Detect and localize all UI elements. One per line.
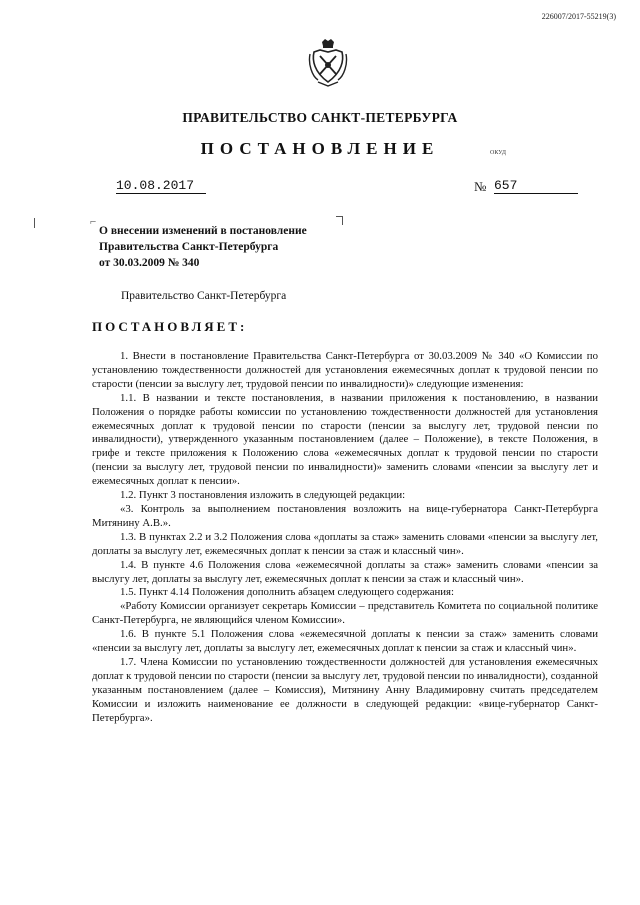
document-registration-number: 226007/2017-55219(3) (541, 12, 616, 21)
st-petersburg-coat-of-arms-icon (308, 38, 348, 88)
paragraph: 1.2. Пункт 3 постановления изложить в следующей редакции: (120, 489, 406, 502)
margin-mark (34, 218, 35, 228)
paragraph: «3. Контроль за выполнением постановления возложить на вице-губернатора Санкт-Петербурга Митянину А.В.». (92, 502, 598, 529)
paragraph: 1.6. В пункте 5.1 Положения слова «ежемесячной доплаты к пенсии за стаж» заменить словами «пенсии за выслугу лет, доплаты за выслугу лет, ежемесячных доплат к пенсии за стаж и классный чин». (92, 628, 598, 655)
document-type-title: ПОСТАНОВЛЕНИЕ (200, 139, 440, 158)
paragraph: 1.5. Пункт 4.14 Положения дополнить абзацем следующего содержания: (120, 586, 455, 599)
subject-line: О внесении изменений в постановление (99, 225, 307, 237)
paragraph: 1.3. В пунктах 2.2 и 3.2 Положения слова «доплаты за стаж» заменить словами «пенсии за выслугу лет, доплаты за выслугу лет, ежемесячных доплат к пенсии за стаж и классный чин». (92, 530, 598, 557)
document-body (92, 350, 598, 725)
paragraph: 1.7. Члена Комиссии по установлению тождественности должностей для установления ежемесячных доплат к трудовой пенсии по старости (пенсии за выслугу лет, трудовой пенсии по инвалидности), созданной указанным постановлением (далее – Комиссия), Митянину Анну Владимировну считать председателем Комиссии и изложить наименование ее должности в следующей редакции: «вице-губернатор Санкт-Петербурга». (92, 655, 598, 724)
subject-bracket-left: ⌐ (90, 216, 97, 228)
paragraph: 1. Внести в постановление Правительства Санкт-Петербурга от 30.03.2009 № 340 «О Комиссии по установлению тождественности должностей для установления ежемесячных доплат к трудовой пенсии по старости (пенсии за выслугу лет, трудовой пенсии по инвалидности)» следующие изменения: (92, 350, 598, 390)
paragraph: 1.4. В пункте 4.6 Положения слова «ежемесячной доплаты за стаж» заменить словами «пенсии за выслугу лет, доплаты за выслугу лет, ежемесячных доплат к пенсии за стаж и классный чин». (92, 558, 598, 585)
number-label: № (474, 179, 487, 194)
paragraph: 1.1. В названии и тексте постановления, в названии приложения к постановлению, в названии Положения о порядке работы комиссии по установлению тождественности должностей для установления ежемесячных доплат к трудовой пенсии по старости (пенсии за выслугу лет, трудовой пенсии по инвалидности), утвержденного указанным постановлением (далее – Положение), в тексте Положения, в грифе и тексте приложения к Положению слова «ежемесячных доплат к трудовой пенсии по старости (пенсии за выслугу лет, трудовой пенсии по инвалидности)» заменить словами «пенсии за выслугу лет и ежемесячных доплат к пенсии». (92, 391, 598, 488)
subject-line: от 30.03.2009 № 340 (99, 257, 200, 269)
issuer-line: Правительство Санкт-Петербурга (121, 290, 287, 302)
okud-label: ОКУД (490, 150, 506, 156)
document-number: 657 (494, 178, 578, 194)
document-subject (99, 223, 307, 271)
subject-bracket-right (336, 216, 343, 225)
subject-line: Правительства Санкт-Петербурга (99, 241, 279, 253)
paragraph: «Работу Комиссии организует секретарь Комиссии – представитель Комитета по социальной политике Санкт-Петербурга, не являющийся членом Комиссии». (92, 600, 598, 627)
resolves-heading: ПОСТАНОВЛЯЕТ: (92, 319, 248, 334)
government-name: ПРАВИТЕЛЬСТВО САНКТ-ПЕТЕРБУРГА (182, 110, 458, 125)
document-date: 10.08.2017 (116, 178, 206, 194)
